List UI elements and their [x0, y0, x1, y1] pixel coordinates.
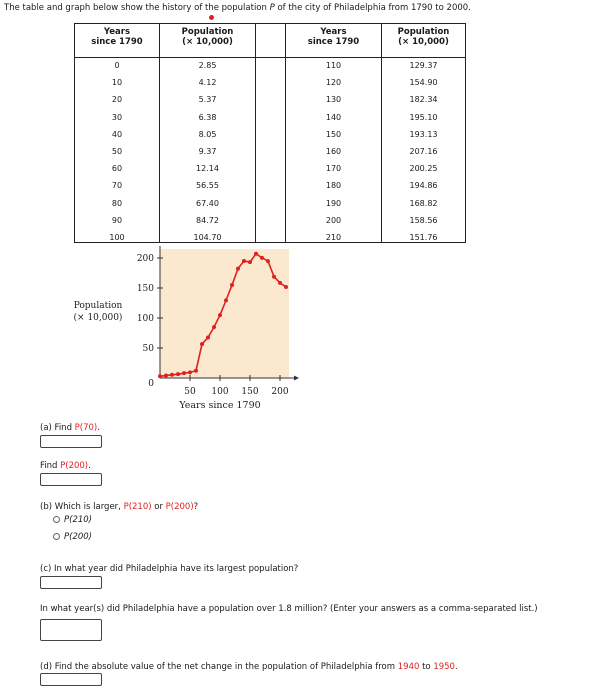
option-p200-label: P(200)	[64, 532, 92, 542]
table-cell: 60	[111, 164, 123, 174]
table-cell: 168.82	[409, 198, 438, 208]
data-point	[170, 373, 174, 377]
x-axis-label: Years since 1790	[179, 400, 261, 411]
data-point	[260, 256, 264, 260]
question-c2: In what year(s) did Philadelphia have a population over 1.8 million? (Enter your answers as a comma-separated list.)	[40, 604, 538, 614]
y-tick-label: 150	[136, 284, 154, 294]
y-axis-label: Population	[73, 301, 123, 311]
question-d: (d) Find the absolute value of the net change in the population of Philadelphia from 1940 to 1950.	[40, 662, 458, 672]
data-point	[218, 313, 222, 317]
table-cell: 158.56	[409, 215, 438, 225]
table-cell: 90	[111, 215, 123, 225]
intro-text: The table and graph below show the history of the population P of the city of Philadelphia from 1790 to 2000.	[4, 3, 471, 13]
plot-background	[160, 249, 289, 378]
data-point	[278, 281, 282, 285]
table-cell: 190	[325, 198, 342, 208]
question-a2: Find P(200).	[40, 461, 91, 471]
question-a: (a) Find P(70).	[40, 423, 100, 433]
answer-input-c2[interactable]	[40, 619, 102, 641]
table-cell: 151.76	[409, 233, 438, 242]
table-cell: 100	[109, 233, 125, 242]
table-cell: 110	[325, 61, 342, 70]
table-cell: 0	[114, 61, 120, 70]
table-header: Population (× 10,000)	[397, 27, 450, 47]
data-point	[188, 370, 192, 374]
question-b: (b) Which is larger, P(210) or P(200)?	[40, 502, 199, 512]
y-tick-label: 100	[136, 314, 154, 324]
col-pop-left	[160, 24, 255, 242]
data-point	[242, 259, 246, 263]
table-header: Years since 1790	[91, 27, 143, 47]
table-cell: 20	[111, 95, 123, 105]
table-cell: 4.12	[198, 78, 217, 88]
col-years-left	[75, 24, 159, 242]
data-point	[236, 267, 240, 271]
data-point	[206, 336, 210, 340]
table-header: Years since 1790	[307, 27, 360, 47]
table-header: Population (× 10,000)	[181, 27, 234, 47]
table-cell: 104.70	[193, 233, 222, 242]
y-axis-label: (× 10,000)	[73, 313, 123, 323]
data-point	[254, 252, 258, 256]
data-point	[224, 298, 228, 302]
question-c1: (c) In what year did Philadelphia have its largest population?	[40, 564, 299, 574]
red-marker	[209, 15, 214, 20]
data-point	[200, 342, 204, 346]
origin-label: 0	[148, 379, 154, 389]
table-cell: 130	[325, 95, 342, 105]
table-cell: 207.16	[409, 147, 438, 156]
x-tick-label: 100	[211, 387, 229, 397]
table-cell: 182.34	[409, 95, 438, 105]
data-point	[284, 285, 288, 289]
table-cell: 193.13	[409, 129, 438, 139]
data-point	[182, 371, 186, 375]
table-cell: 210	[325, 233, 342, 242]
table-cell: 5.37	[198, 95, 217, 105]
answer-input-d[interactable]	[40, 673, 102, 686]
table-cell: 140	[325, 112, 342, 122]
table-cell: 50	[111, 147, 123, 156]
population-table	[74, 23, 466, 243]
answer-input-c1[interactable]	[40, 576, 102, 589]
x-tick-label: 50	[184, 387, 196, 397]
data-point	[194, 369, 198, 373]
data-point	[212, 325, 216, 329]
option-p210-label: P(210)	[64, 515, 92, 525]
table-cell: 195.10	[409, 112, 438, 122]
table-cell: 120	[325, 78, 342, 88]
table-cell: 80	[111, 198, 123, 208]
table-cell: 160	[325, 147, 342, 156]
answer-input-a1[interactable]	[40, 435, 102, 448]
data-point	[248, 260, 252, 264]
x-tick-label: 150	[241, 387, 259, 397]
radio-p210[interactable]	[53, 516, 60, 523]
data-point	[272, 275, 276, 279]
table-cell: 10	[111, 78, 123, 88]
x-axis-arrow	[294, 376, 299, 381]
table-cell: 67.40	[196, 198, 219, 208]
table-cell: 170	[325, 164, 342, 174]
x-tick-label: 200	[271, 387, 289, 397]
table-cell: 84.72	[196, 215, 219, 225]
table-cell: 6.38	[198, 112, 217, 122]
table-cell: 56.55	[196, 181, 219, 191]
radio-p200[interactable]	[53, 533, 60, 540]
population-chart	[70, 246, 360, 418]
data-point	[230, 283, 234, 287]
y-tick-label: 50	[142, 344, 154, 354]
table-cell: 129.37	[409, 61, 438, 70]
y-tick-label: 200	[136, 254, 154, 264]
table-cell: 30	[111, 112, 123, 122]
data-point	[158, 374, 162, 378]
table-cell: 2.85	[198, 61, 217, 70]
data-point	[164, 374, 168, 378]
table-cell: 70	[111, 181, 123, 191]
col-years-right	[286, 24, 381, 242]
table-cell: 194.86	[409, 181, 438, 191]
table-cell: 150	[325, 129, 342, 139]
table-cell: 12.14	[196, 164, 219, 174]
table-cell: 200.25	[409, 164, 438, 174]
table-cell: 9.37	[198, 147, 217, 156]
answer-input-a2[interactable]	[40, 473, 102, 486]
col-pop-right	[382, 24, 465, 242]
data-point	[176, 372, 180, 376]
table-cell: 8.05	[198, 129, 217, 139]
table-cell: 180	[325, 181, 342, 191]
data-point	[266, 259, 270, 263]
table-cell: 200	[325, 215, 342, 225]
table-cell: 40	[111, 129, 123, 139]
table-cell: 154.90	[409, 78, 438, 88]
